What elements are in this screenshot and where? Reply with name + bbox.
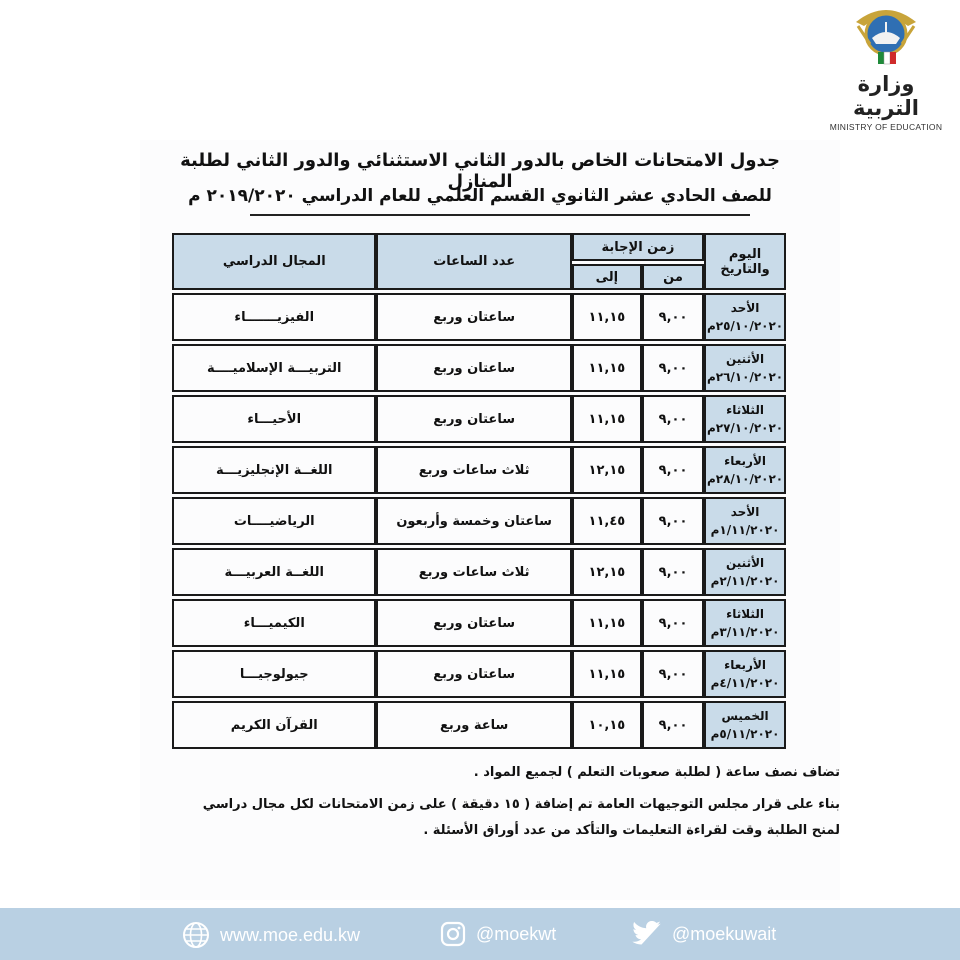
time-to: ١١,١٥ xyxy=(572,293,642,341)
exam-date: ٢٧/١٠/٢٠٢٠م xyxy=(706,421,784,435)
time-to: ١١,٤٥ xyxy=(572,497,642,545)
day-name: الأثنين xyxy=(725,556,765,570)
exam-date: ٢/١١/٢٠٢٠م xyxy=(710,574,780,588)
day-date-cell xyxy=(704,344,786,392)
subject-name: جيولوجيـــا xyxy=(172,650,376,698)
hours-count: ساعتان وربع xyxy=(376,650,571,698)
exam-date: ١/١١/٢٠٢٠م xyxy=(710,523,780,537)
subject-name: القرآن الكريم xyxy=(172,701,376,749)
instagram-link[interactable] xyxy=(440,921,556,947)
day-name: الأحد xyxy=(730,301,760,315)
ministry-name-english: MINISTRY OF EDUCATION xyxy=(829,122,943,132)
note-extra-time: بناء على قرار مجلس التوجيهات العامة تم إضافة ( ١٥ دقيقة ) على زمن الامتحانات لكل مجال دراسي لمنح الطلبة وقت لقراءة التعليمات والتأكد من عدد أوراق الأسئلة . xyxy=(202,797,840,838)
time-from: ٩,٠٠ xyxy=(642,497,704,545)
exam-date: ٤/١١/٢٠٢٠م xyxy=(710,676,780,690)
globe-icon xyxy=(182,921,210,949)
day-name: الثلاثاء xyxy=(726,403,764,417)
exam-date: ٣/١١/٢٠٢٠م xyxy=(710,625,780,639)
time-to: ١١,١٥ xyxy=(572,650,642,698)
time-to: ١٠,١٥ xyxy=(572,701,642,749)
time-to: ١١,١٥ xyxy=(572,344,642,392)
footer-bar xyxy=(0,908,960,960)
instagram-text: @moekwt xyxy=(476,923,557,944)
time-to: ١٢,١٥ xyxy=(572,548,642,596)
exam-date: ٥/١١/٢٠٢٠م xyxy=(710,727,780,741)
subject-name: الرياضيــــات xyxy=(172,497,376,545)
subject-name: الكيميـــاء xyxy=(172,599,376,647)
day-date-cell xyxy=(704,599,786,647)
time-to: ١١,١٥ xyxy=(572,395,642,443)
day-date-cell xyxy=(704,497,786,545)
website-text: www.moe.edu.kw xyxy=(220,924,361,945)
twitter-link[interactable] xyxy=(632,921,776,947)
day-name: الثلاثاء xyxy=(726,607,764,621)
time-from: ٩,٠٠ xyxy=(642,344,704,392)
exam-date: ٢٦/١٠/٢٠٢٠م xyxy=(706,370,784,384)
day-date-cell xyxy=(704,548,786,596)
ministry-logo xyxy=(828,4,944,132)
day-name: الأربعاء xyxy=(724,658,766,672)
subject-name: التربيـــة الإسلاميــــة xyxy=(172,344,376,392)
ministry-name-arabic: وزارة التربية xyxy=(853,72,919,120)
time-from: ٩,٠٠ xyxy=(642,599,704,647)
day-date-cell xyxy=(704,650,786,698)
day-name: الخميس xyxy=(721,709,769,723)
kuwait-emblem-icon xyxy=(848,4,924,66)
exam-date: ٢٥/١٠/٢٠٢٠م xyxy=(706,319,784,333)
exam-schedule-table xyxy=(172,230,786,752)
subject-name: اللغــة الإنجليزيـــة xyxy=(172,446,376,494)
time-from: ٩,٠٠ xyxy=(642,395,704,443)
header-hours: عدد الساعات xyxy=(376,233,571,290)
time-from: ٩,٠٠ xyxy=(642,650,704,698)
day-date-cell xyxy=(704,446,786,494)
hours-count: ساعتان وربع xyxy=(376,293,571,341)
note-learning-difficulties: تضاف نصف ساعة ( لطلبة صعوبات التعلم ) لجميع المواد . xyxy=(473,765,840,780)
table-row xyxy=(172,395,786,443)
time-from: ٩,٠٠ xyxy=(642,701,704,749)
day-name: الأربعاء xyxy=(724,454,766,468)
document-title: جدول الامتحانات الخاص بالدور الثاني الاستثنائي والدور الثاني لطلبة المنازل xyxy=(180,150,780,192)
hours-count: ساعتان وربع xyxy=(376,344,571,392)
header-day-date: اليوم والتاريخ xyxy=(704,233,786,290)
table-row xyxy=(172,344,786,392)
hours-count: ثلاث ساعات وربع xyxy=(376,446,571,494)
time-from: ٩,٠٠ xyxy=(642,446,704,494)
hours-count: ساعة وربع xyxy=(376,701,571,749)
table-row xyxy=(172,599,786,647)
table-row xyxy=(172,497,786,545)
hours-count: ساعتان وربع xyxy=(376,599,571,647)
time-from: ٩,٠٠ xyxy=(642,548,704,596)
hours-count: ساعتان وربع xyxy=(376,395,571,443)
hours-count: ساعتان وخمسة وأربعون xyxy=(376,497,571,545)
day-name: الأحد xyxy=(730,505,760,519)
header-to: إلى xyxy=(572,264,642,290)
document-subtitle: للصف الحادي عشر الثانوي القسم العلمي للعام الدراسي ٢٠١٩/٢٠٢٠ م xyxy=(188,186,772,206)
header-from: من xyxy=(642,264,704,290)
instagram-icon xyxy=(440,921,466,947)
website-link[interactable] xyxy=(182,921,360,949)
time-from: ٩,٠٠ xyxy=(642,293,704,341)
hours-count: ثلاث ساعات وربع xyxy=(376,548,571,596)
day-date-cell xyxy=(704,701,786,749)
day-date-cell xyxy=(704,293,786,341)
exam-date: ٢٨/١٠/٢٠٢٠م xyxy=(706,472,784,486)
table-row xyxy=(172,293,786,341)
subject-name: اللغــة العربيـــة xyxy=(172,548,376,596)
day-name: الأثنين xyxy=(725,352,765,366)
title-underline xyxy=(250,214,750,216)
table-row xyxy=(172,446,786,494)
day-date-cell xyxy=(704,395,786,443)
twitter-icon xyxy=(632,921,662,947)
table-row xyxy=(172,548,786,596)
time-to: ١١,١٥ xyxy=(572,599,642,647)
table-row xyxy=(172,650,786,698)
subject-name: الفيزيـــــــاء xyxy=(172,293,376,341)
time-to: ١٢,١٥ xyxy=(572,446,642,494)
subject-name: الأحيـــاء xyxy=(172,395,376,443)
header-answer-time: زمن الإجابة xyxy=(572,233,704,261)
table-row xyxy=(172,701,786,749)
twitter-text: @moekuwait xyxy=(672,923,777,944)
header-subject: المجال الدراسي xyxy=(172,233,376,290)
